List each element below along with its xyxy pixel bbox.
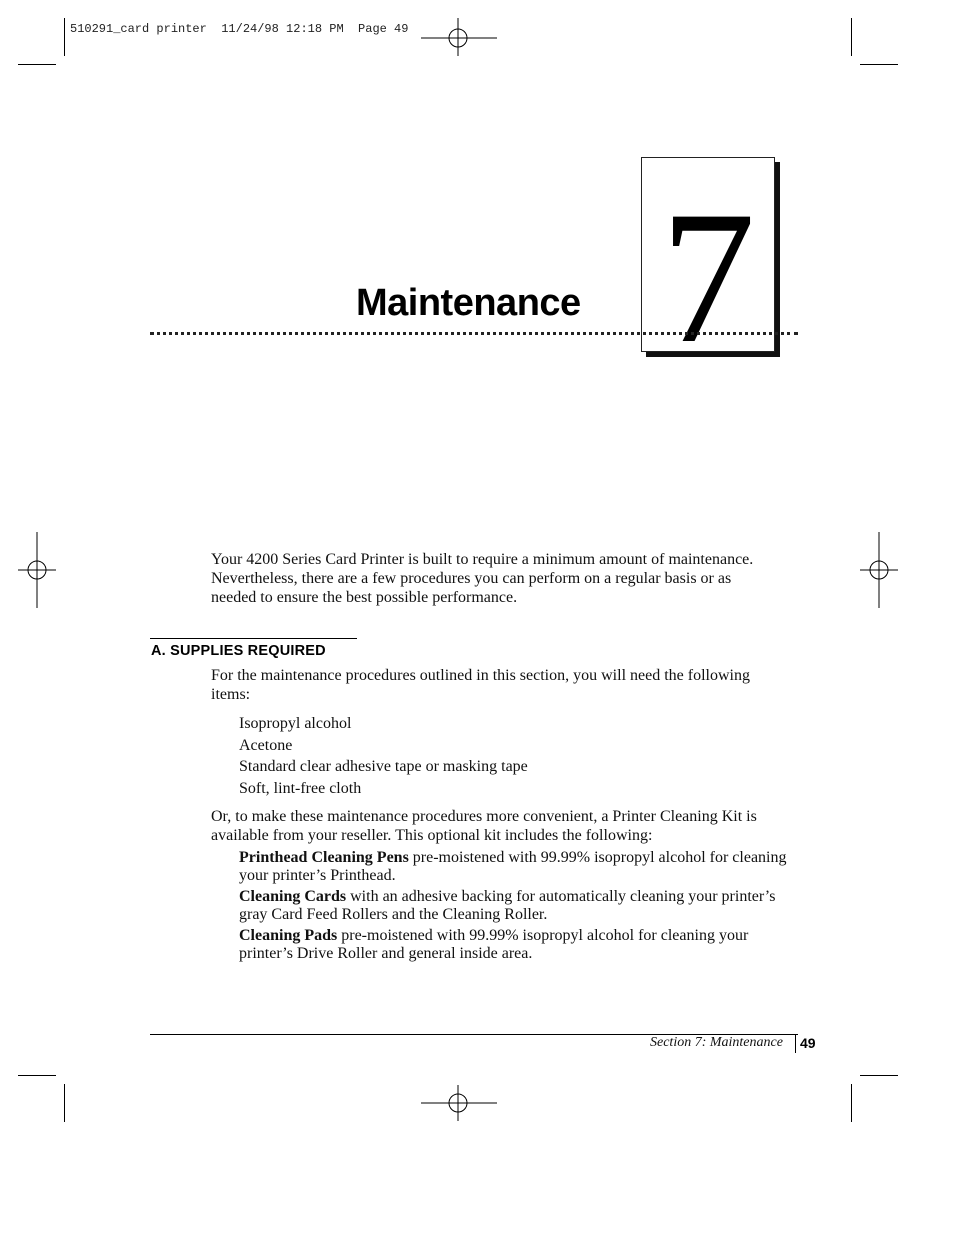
- kit-item-term: Cleaning Cards: [239, 888, 347, 905]
- kit-item-description: pre-moistened with 99.99% isopropyl alcohol for cleaning your printer’s Printhead.: [239, 849, 787, 884]
- crop-mark: [860, 1075, 898, 1076]
- crop-mark: [851, 18, 852, 56]
- list-item: Standard clear adhesive tape or masking tape: [239, 758, 528, 775]
- list-item: Soft, lint-free cloth: [239, 779, 362, 797]
- cleaning-kit-list: [239, 849, 799, 966]
- list-item: [239, 927, 799, 963]
- dotted-divider: [150, 332, 798, 335]
- list-item: [239, 888, 799, 924]
- footer-section-label: Section 7: Maintenance: [650, 1035, 783, 1050]
- crop-mark: [18, 64, 56, 65]
- kit-item-term: Printhead Cleaning Pens: [239, 849, 409, 866]
- printer-slug: 510291_card printer 11/24/98 12:18 PM Page 49: [70, 22, 409, 36]
- chapter-number-box: [641, 157, 775, 383]
- kit-item-term: Cleaning Pads: [239, 927, 338, 944]
- chapter-title: Maintenance: [356, 282, 581, 324]
- page-number: 49: [800, 1035, 816, 1051]
- crop-mark: [860, 64, 898, 65]
- section-rule: [150, 638, 357, 639]
- kit-item-description: pre-moistened with 99.99% isopropyl alcohol for cleaning your printer’s Drive Roller and general inside area.: [239, 927, 749, 962]
- crop-mark: [851, 1084, 852, 1122]
- list-item: [239, 849, 799, 885]
- intro-paragraph: Your 4200 Series Card Printer is built to require a minimum amount of maintenance. Nevertheless, there are a few procedures you can perform on a regular basis or as needed to ensure the best possible performance.: [211, 551, 754, 606]
- list-item: Acetone: [239, 736, 293, 754]
- crop-mark: [64, 18, 65, 56]
- registration-mark-icon: [0, 531, 78, 609]
- cleaning-kit-intro: Or, to make these maintenance procedures more convenient, a Printer Cleaning Kit is available from your reseller. This optional kit includes the following:: [211, 808, 757, 844]
- supplies-list: [239, 713, 528, 799]
- registration-mark-icon: [420, 0, 498, 78]
- kit-item-description: with an adhesive backing for automatically cleaning your printer’s gray Card Feed Rollers and the Cleaning Roller.: [239, 888, 776, 923]
- crop-mark: [18, 1075, 56, 1076]
- crop-mark: [64, 1084, 65, 1122]
- registration-mark-icon: [420, 1064, 498, 1142]
- footer-divider: [795, 1035, 796, 1053]
- section-heading: A. SUPPLIES REQUIRED: [151, 643, 326, 659]
- registration-mark-icon: [840, 531, 918, 609]
- list-item: Isopropyl alcohol: [239, 715, 352, 732]
- supplies-intro: For the maintenance procedures outlined in this section, you will need the following items:: [211, 667, 750, 703]
- chapter-number: 7: [660, 173, 756, 383]
